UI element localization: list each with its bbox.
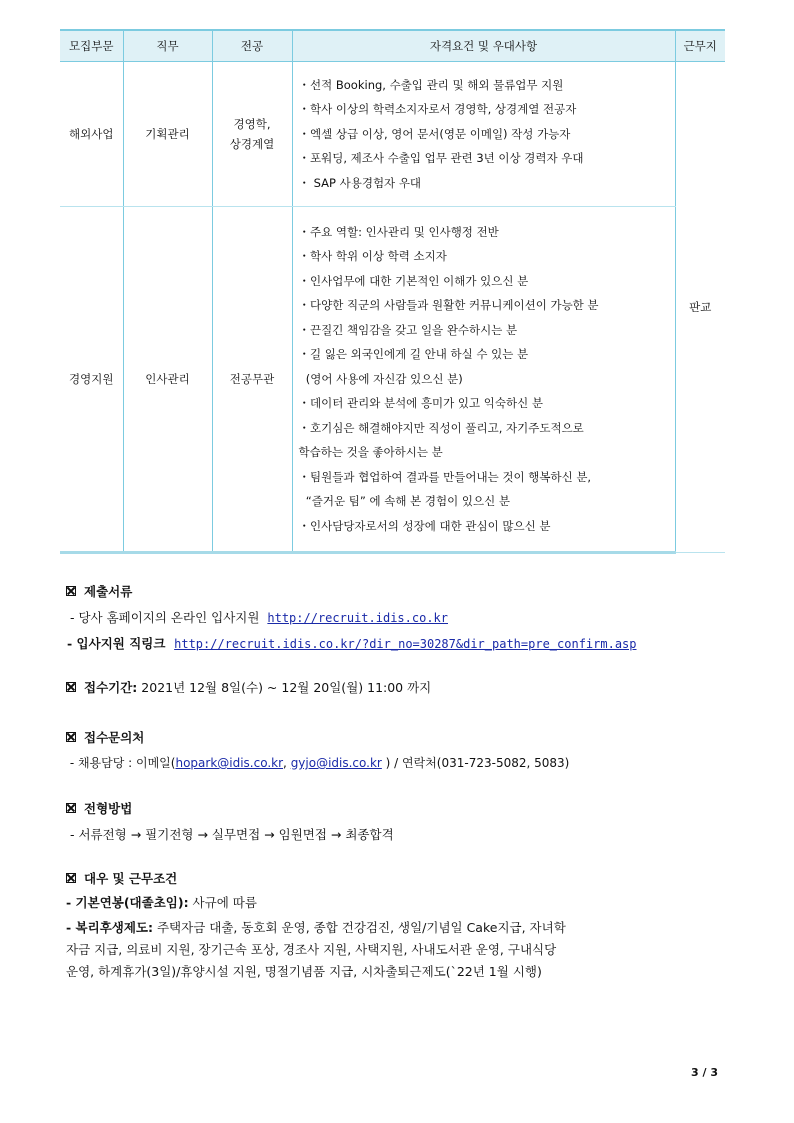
recruit-homepage-link[interactable]: http://recruit.idis.co.kr: [267, 611, 448, 625]
requirement-item: (영어 사용에 자신감 있으신 분): [298, 371, 463, 386]
direct-apply-link[interactable]: http://recruit.idis.co.kr/?dir_no=30287&dir_path=pre_confirm.asp: [174, 637, 637, 651]
requirement-item: 학습하는 것을 좋아하시는 분: [298, 445, 443, 460]
header-major: 전공: [212, 30, 292, 62]
header-location: 근무지: [675, 30, 725, 62]
requirement-item: ・포워딩, 제조사 수출입 업무 관련 3년 이상 경력자 우대: [298, 151, 584, 166]
requirement-item: ・끈질긴 책임감을 갖고 일을 완수하시는 분: [298, 322, 518, 337]
requirement-item: ・다양한 직군의 사람들과 원활한 커뮤니케이션이 가능한 분: [298, 298, 599, 313]
welfare-line: - 복리후생제도: 주택자금 대출, 동호회 운영, 종합 건강검진, 생일/기념일 Cake지급, 자녀학: [66, 920, 566, 935]
checkbox-icon: [66, 873, 76, 883]
header-job: 직무: [123, 30, 212, 62]
process-steps: - 서류전형 → 필기전형 → 실무면접 → 임원면접 → 최종합격: [66, 827, 394, 842]
section-title: 접수기간: 2021년 12월 8일(수) ~ 12월 20일(월) 11:00 까지: [66, 678, 431, 696]
section-inquiry: [66, 728, 569, 771]
requirement-item: ・선적 Booking, 수출입 관리 및 해외 물류업무 지원: [298, 77, 564, 92]
checkbox-icon: [66, 586, 76, 596]
email-link[interactable]: gyjo@idis.co.kr: [290, 756, 382, 770]
header-requirements: 자격요건 및 우대사항: [292, 30, 675, 62]
requirement-item: “즐거운 팀” 에 속해 본 경험이 있으신 분: [298, 494, 510, 509]
page-number: 3 / 3: [691, 1066, 718, 1079]
section-documents: [66, 582, 637, 652]
cell-requirements: [292, 62, 675, 207]
cell-location: 판교: [675, 62, 725, 553]
cell-major: 전공무관: [212, 207, 292, 553]
major-line: 경영학,: [233, 117, 271, 131]
section-process: [66, 799, 394, 843]
section-title: 접수문의처: [66, 728, 569, 746]
header-dept: 모집부문: [60, 30, 123, 62]
cell-requirements: [292, 207, 675, 553]
section-title: 제출서류: [66, 582, 637, 600]
major-line: 상경계열: [229, 137, 275, 151]
welfare-line: 자금 지급, 의료비 지원, 장기근속 포상, 경조사 지원, 사택지원, 사내도서관 운영, 구내식당: [66, 942, 557, 957]
salary-line: - 기본연봉(대졸초임): 사규에 따름: [66, 895, 257, 910]
homepage-apply-line: - 당사 홈페이지의 온라인 입사지원 http://recruit.idis.co.kr: [66, 610, 448, 625]
section-period: [66, 678, 431, 696]
requirement-item: ・인사담당자로서의 성장에 대한 관심이 많으신 분: [298, 518, 551, 533]
requirement-item: ・학사 학위 이상 학력 소지자: [298, 249, 447, 264]
checkbox-icon: [66, 682, 76, 692]
table-row: [60, 62, 725, 207]
cell-dept: 경영지원: [60, 207, 123, 553]
requirement-item: ・인사업무에 대한 기본적인 이해가 있으신 분: [298, 273, 529, 288]
requirement-item: ・학사 이상의 학력소지자로서 경영학, 상경계열 전공자: [298, 102, 577, 117]
section-title: 전형방법: [66, 799, 394, 817]
requirement-item: ・데이터 관리와 분석에 흥미가 있고 익숙하신 분: [298, 396, 544, 411]
requirement-item: ・ SAP 사용경험자 우대: [298, 175, 422, 190]
email-link[interactable]: hopark@idis.co.kr: [175, 756, 284, 770]
cell-job: 기획관리: [123, 62, 212, 207]
requirement-item: ・주요 역할: 인사관리 및 인사행정 전반: [298, 224, 499, 239]
cell-dept: 해외사업: [60, 62, 123, 207]
checkbox-icon: [66, 732, 76, 742]
checkbox-icon: [66, 803, 76, 813]
direct-link-line: - 입사지원 직링크 http://recruit.idis.co.kr/?dir_no=30287&dir_path=pre_confirm.asp: [67, 636, 637, 651]
section-benefits: [66, 869, 731, 983]
contact-line: - 채용담당 : 이메일(hopark@idis.co.kr, gyjo@idis.co.kr ) / 연락처(031-723-5082, 5083): [66, 756, 570, 770]
table-row: [60, 207, 725, 553]
recruitment-table: [60, 29, 725, 554]
period-value: 2021년 12월 8일(수) ~ 12월 20일(월) 11:00 까지: [137, 680, 432, 695]
welfare-line: 운영, 하계휴가(3일)/휴양시설 지원, 명절기념품 지급, 시차출퇴근제도(`22년 1월 시행): [66, 964, 542, 979]
cell-major: [212, 62, 292, 207]
requirement-item: ・길 잃은 외국인에게 길 안내 하실 수 있는 분: [298, 347, 529, 362]
requirement-item: ・팀원들과 협업하여 결과를 만들어내는 것이 행복하신 분,: [298, 469, 592, 484]
table-header-row: [60, 30, 725, 62]
cell-job: 인사관리: [123, 207, 212, 553]
requirement-item: ・호기심은 해결해야지만 직성이 풀리고, 자기주도적으로: [298, 420, 584, 435]
section-title: 대우 및 근무조건: [66, 869, 731, 887]
requirement-item: ・엑셀 상급 이상, 영어 문서(영문 이메일) 작성 가능자: [298, 126, 571, 141]
